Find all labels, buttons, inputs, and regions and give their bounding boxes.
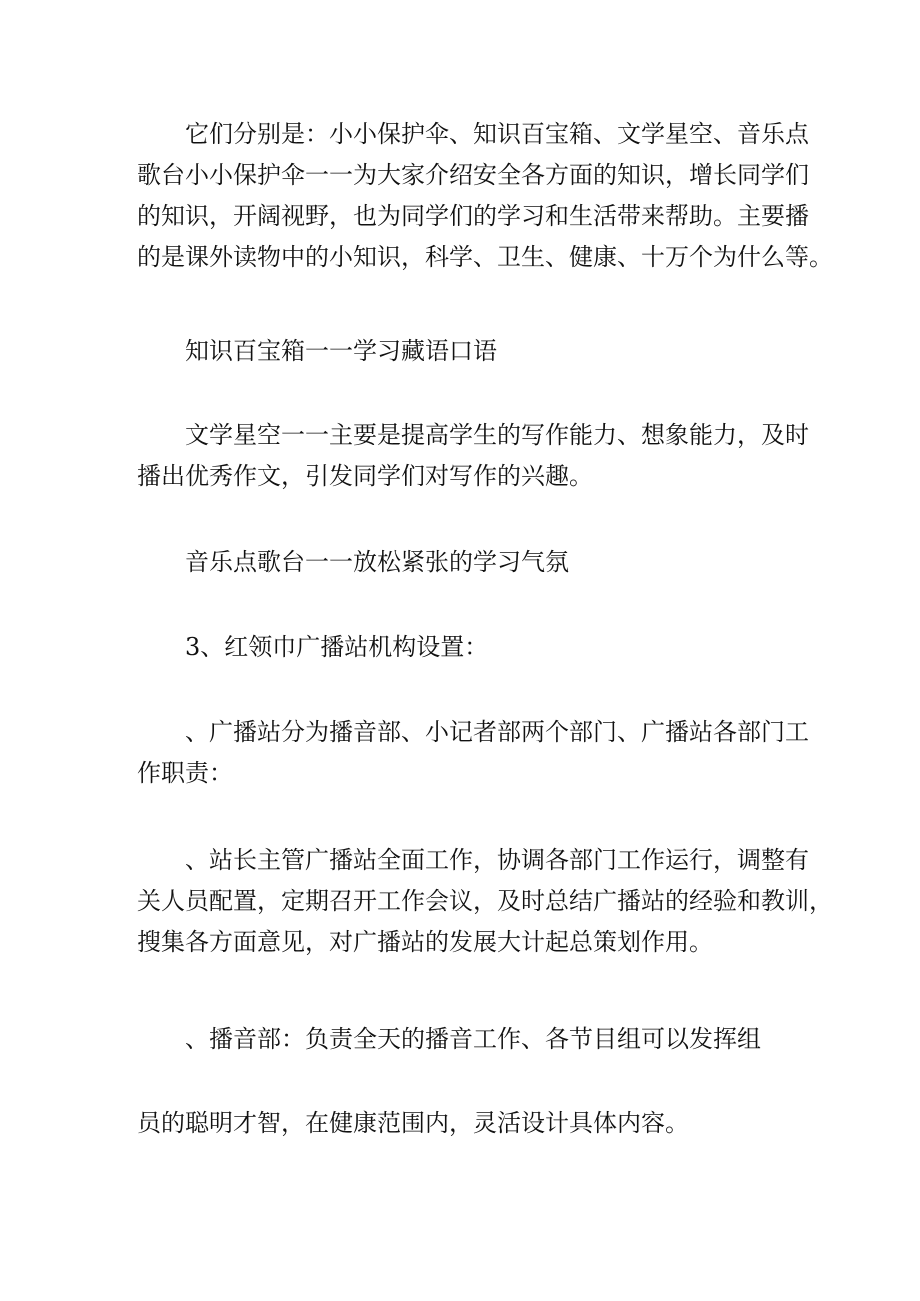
text-line: 知识百宝箱一一学习藏语口语 <box>185 337 497 365</box>
text-line: 它们分别是：小小保护伞、知识百宝箱、文学星空、音乐点 <box>185 120 809 148</box>
paragraph-programs-intro <box>137 114 833 278</box>
text-line: 关人员配置，定期召开工作会议，及时总结广播站的经验和教训， <box>137 887 833 915</box>
paragraph-station-head <box>137 840 833 963</box>
text-line: 员的聪明才智，在健康范围内，灵活设计具体内容。 <box>137 1109 689 1137</box>
section-heading-organization <box>137 627 787 668</box>
text-line: 文学星空一一主要是提高学生的写作能力、想象能力，及时 <box>185 421 809 449</box>
text-line: 、站长主管广播站全面工作，协调各部门工作运行，调整有 <box>185 846 809 874</box>
text-line: 播出优秀作文，引发同学们对写作的兴趣。 <box>137 462 593 490</box>
text-line: 的知识，开阔视野，也为同学们的学习和生活带来帮助。主要播 <box>137 202 809 230</box>
paragraph-knowledge-box <box>137 331 787 372</box>
text-line: 、广播站分为播音部、小记者部两个部门、广播站各部门工 <box>185 718 809 746</box>
paragraph-broadcast-dept-continued <box>137 1103 787 1144</box>
text-line: 3、红领巾广播站机构设置： <box>185 633 489 661</box>
text-line: 的是课外读物中的小知识，科学、卫生、健康、十万个为什么等。 <box>137 243 833 271</box>
text-line: 、播音部：负责全天的播音工作、各节目组可以发挥组 <box>185 1025 761 1053</box>
text-line: 歌台小小保护伞一一为大家介绍安全各方面的知识，增长同学们 <box>137 161 809 189</box>
paragraph-broadcast-dept <box>137 1019 787 1060</box>
text-line: 音乐点歌台一一放松紧张的学习气氛 <box>185 548 569 576</box>
text-line: 搜集各方面意见，对广播站的发展大计起总策划作用。 <box>137 928 713 956</box>
text-line: 作职责： <box>137 759 233 787</box>
paragraph-music-request <box>137 542 787 583</box>
paragraph-departments <box>137 712 809 794</box>
paragraph-literature-sky <box>137 415 809 497</box>
